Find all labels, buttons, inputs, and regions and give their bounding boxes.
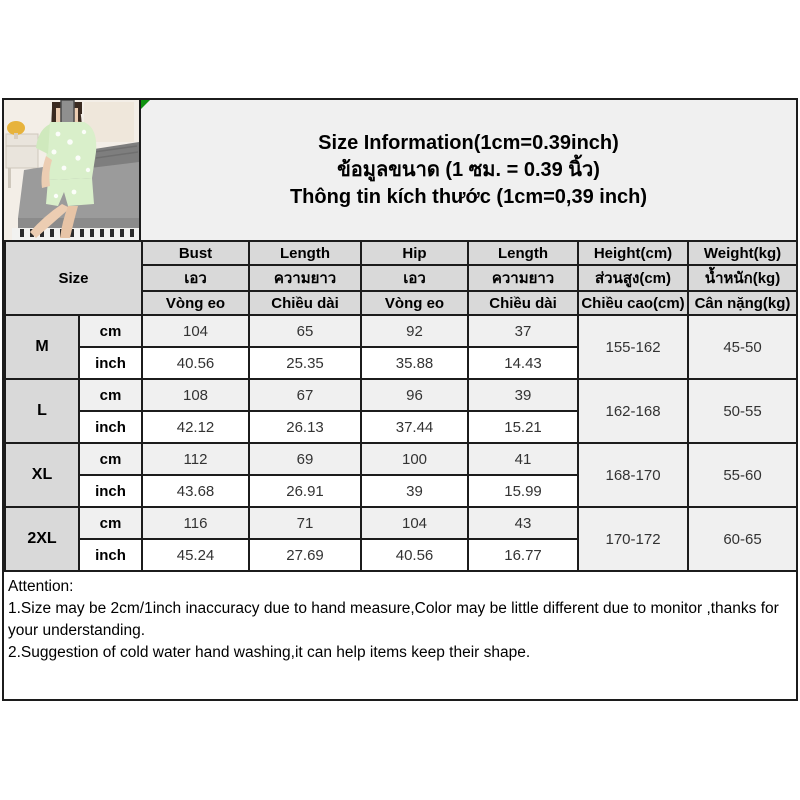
col-weight-vi: Cân nặng(kg) [688,291,797,315]
m-bust-inch: 40.56 [142,347,249,379]
2xl-hip-cm: 104 [361,507,468,539]
size-label-2xl: 2XL [5,507,79,571]
xl-length1-cm: 69 [249,443,361,475]
2xl-length2-cm: 43 [468,507,578,539]
2xl-weight-range: 60-65 [688,507,797,571]
row-m-cm [5,315,797,347]
attention-line-2: 2.Suggestion of cold water hand washing,it can help items keep their shape. [8,644,531,661]
l-bust-cm: 108 [142,379,249,411]
col-hip-th: เอว [361,265,468,291]
row-l-cm [5,379,797,411]
col-length2-vi: Chiều dài [468,291,578,315]
col-length1-en: Length [249,241,361,265]
title-english: Size Information(1cm=0.39inch) [318,132,619,154]
col-height-en: Height(cm) [578,241,688,265]
size-label-l: L [5,379,79,443]
size-chart-panel [2,98,798,701]
col-length1-vi: Chiều dài [249,291,361,315]
l-weight-range: 50-55 [688,379,797,443]
2xl-bust-inch: 45.24 [142,539,249,571]
unit-cm: cm [79,507,142,539]
size-label-m: M [5,315,79,379]
row-xl-cm [5,443,797,475]
unit-inch: inch [79,411,142,443]
l-hip-cm: 96 [361,379,468,411]
pajama-model-illustration [4,100,139,240]
col-bust-en: Bust [142,241,249,265]
xl-length1-inch: 26.91 [249,475,361,507]
2xl-length1-inch: 27.69 [249,539,361,571]
unit-inch: inch [79,539,142,571]
xl-bust-cm: 112 [142,443,249,475]
l-height-range: 162-168 [578,379,688,443]
m-hip-inch: 35.88 [361,347,468,379]
col-length2-th: ความยาว [468,265,578,291]
col-bust-th: เอว [142,265,249,291]
xl-bust-inch: 43.68 [142,475,249,507]
m-length2-inch: 14.43 [468,347,578,379]
l-length2-inch: 15.21 [468,411,578,443]
title-panel [141,100,796,240]
l-bust-inch: 42.12 [142,411,249,443]
col-weight-th: น้ำหนัก(kg) [688,265,797,291]
m-bust-cm: 104 [142,315,249,347]
m-weight-range: 45-50 [688,315,797,379]
l-length1-cm: 67 [249,379,361,411]
xl-length2-inch: 15.99 [468,475,578,507]
unit-cm: cm [79,379,142,411]
xl-weight-range: 55-60 [688,443,797,507]
attention-line-1: 1.Size may be 2cm/1inch inaccuracy due to hand measure,Color may be little different due to monitor ,thanks for your understanding. [8,600,779,639]
title-thai: ข้อมูลขนาด (1 ซม. = 0.39 นิ้ว) [337,159,600,181]
m-length2-cm: 37 [468,315,578,347]
unit-inch: inch [79,347,142,379]
col-length1-th: ความยาว [249,265,361,291]
row-2xl-cm [5,507,797,539]
green-corner-icon [141,100,150,109]
l-length1-inch: 26.13 [249,411,361,443]
title-vietnamese: Thông tin kích thước (1cm=0,39 inch) [289,186,648,208]
attention-heading: Attention: [8,578,74,595]
xl-hip-cm: 100 [361,443,468,475]
xl-hip-inch: 39 [361,475,468,507]
2xl-hip-inch: 40.56 [361,539,468,571]
2xl-height-range: 170-172 [578,507,688,571]
col-hip-vi: Vòng eo [361,291,468,315]
l-length2-cm: 39 [468,379,578,411]
col-height-vi: Chiều cao(cm) [578,291,688,315]
2xl-bust-cm: 116 [142,507,249,539]
size-label-xl: XL [5,443,79,507]
header-row-english [5,241,797,265]
top-row [4,100,796,240]
l-hip-inch: 37.44 [361,411,468,443]
unit-cm: cm [79,443,142,475]
col-length2-en: Length [468,241,578,265]
m-height-range: 155-162 [578,315,688,379]
unit-cm: cm [79,315,142,347]
m-length1-cm: 65 [249,315,361,347]
xl-length2-cm: 41 [468,443,578,475]
size-table [4,240,798,572]
size-header-cell: Size [5,241,142,315]
col-hip-en: Hip [361,241,468,265]
col-weight-en: Weight(kg) [688,241,797,265]
unit-inch: inch [79,475,142,507]
2xl-length1-cm: 71 [249,507,361,539]
col-height-th: ส่วนสูง(cm) [578,265,688,291]
m-hip-cm: 92 [361,315,468,347]
2xl-length2-inch: 16.77 [468,539,578,571]
m-length1-inch: 25.35 [249,347,361,379]
attention-note [4,572,796,664]
xl-height-range: 168-170 [578,443,688,507]
col-bust-vi: Vòng eo [142,291,249,315]
product-photo [4,100,141,240]
